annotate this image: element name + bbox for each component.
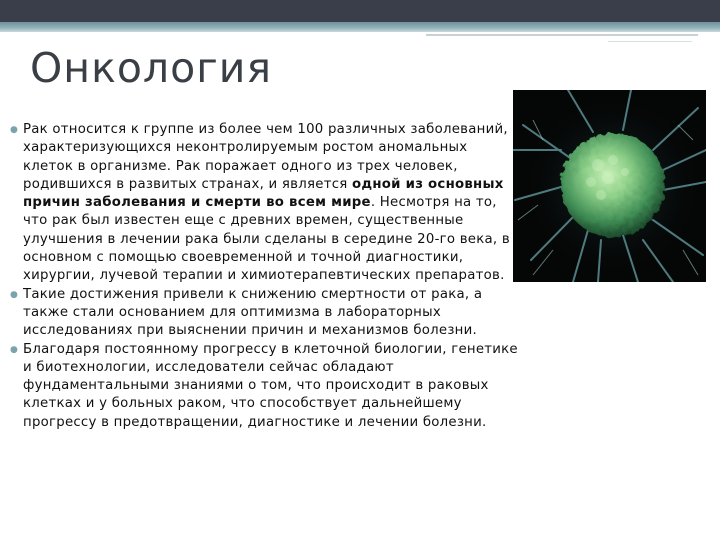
header-divider-line (426, 34, 698, 36)
bullet-text: Благодаря постоянному прогрессу в клеточной биологии, генетике и биотехнологии, исследователи сейчас обладают фундаментальными знаниями о том, что происходит в раковых клетках и у больных раком, что способствует дальнейшему прогрессу в предотвращении, диагностике и лечении болезни. (23, 341, 518, 430)
bullet-item (10, 341, 520, 432)
bullet-text-segment: . Несмотря на то, что рак был известен еще с древних времен, существенные улучшения в лечении рака были сделаны в середине 20-го века, в основном с помощью своевременной и точной диагностики, хирургии, лучевой терапии и химиотерапевтических препаратов. (23, 195, 510, 284)
slide-title: Онкология (30, 44, 273, 92)
bullet-text-bold-segment: одной из основных причин заболевания и смерти во всем мире (23, 176, 504, 211)
bullet-icon: ● (10, 125, 19, 135)
bullet-icon: ● (10, 344, 19, 355)
bullet-text: Такие достижения привели к снижению смертности от рака, а также стали основанием для оптимизма в лабораторных исследованиях при выяснении причин и механизмов болезни. (23, 286, 483, 339)
bullet-item (10, 121, 520, 286)
cancer-cell-image (513, 90, 706, 282)
bullet-text-segment: Рак относится к группе из более чем 100 различных заболеваний, характеризующихся неконтролируемым ростом аномальных клеток в организме. Рак поражает одного из трех человек, родившихся в развитых странах, и является (23, 122, 508, 192)
bullet-list (10, 121, 520, 432)
header-accent-stripe (0, 22, 720, 32)
bullet-item (10, 286, 520, 341)
bullet-text (23, 122, 510, 283)
bullet-icon: ● (10, 289, 19, 300)
cancer-cell-icon (513, 90, 706, 282)
header-divider-line-short (608, 41, 692, 42)
header-bar (0, 0, 720, 22)
